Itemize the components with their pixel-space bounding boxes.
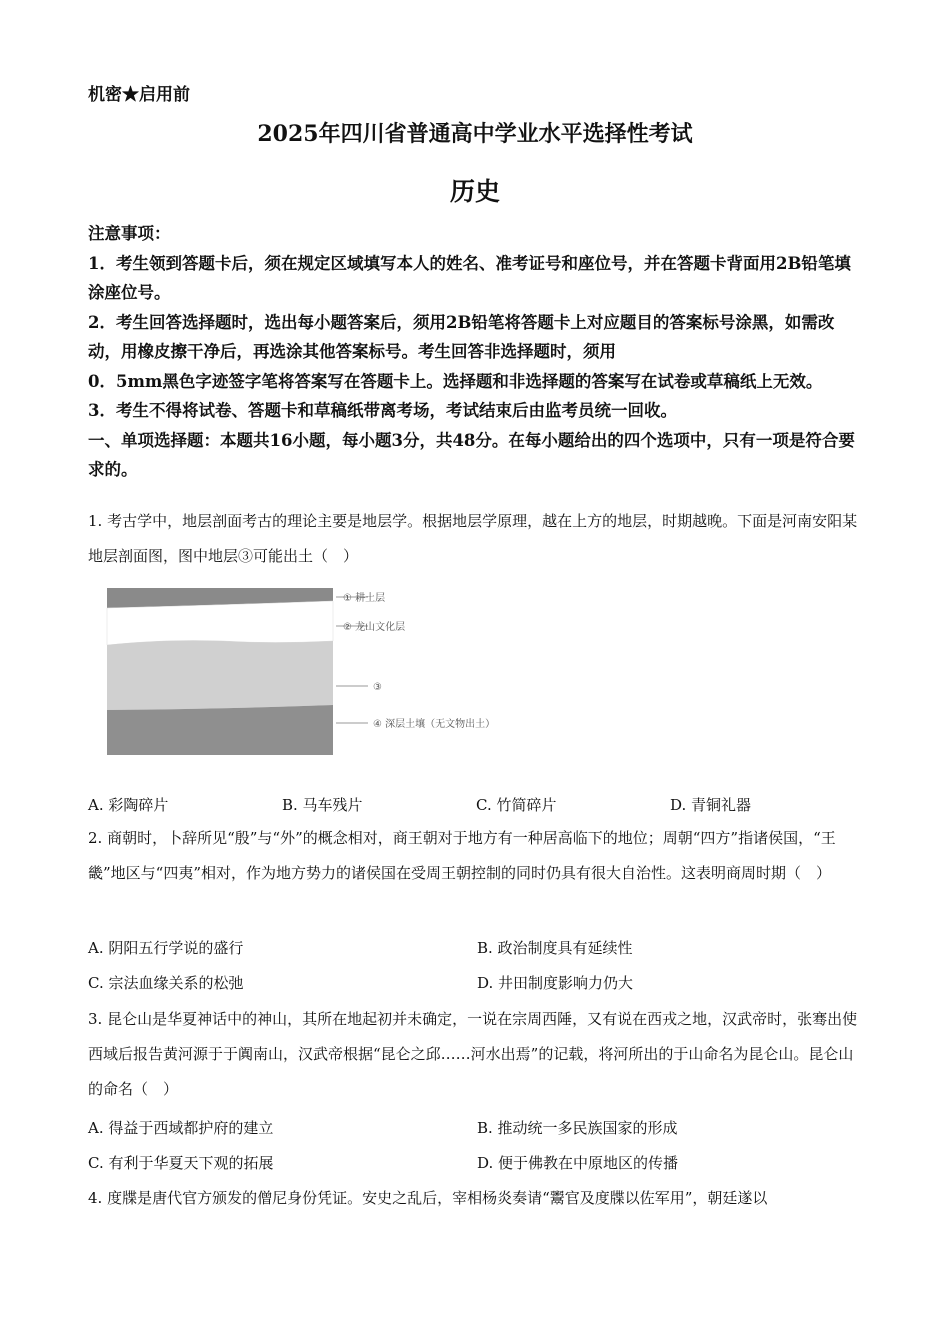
option-c: C. 有利于华夏天下观的拓展 bbox=[88, 1154, 274, 1172]
figure-label-2: ② 龙山文化层 bbox=[343, 622, 406, 633]
exam-title: 2025年四川省普通高中学业水平选择性考试 bbox=[257, 121, 693, 147]
instruction-3: 3．考生不得将试卷、答题卡和草稿纸带离考场，考试结束后由监考员统一回收。 bbox=[88, 401, 677, 420]
question-4 bbox=[88, 1181, 866, 1216]
instruction-2: 2．考生回答选择题时，选出每小题答案后，须用2B铅笔将答题卡上对应题目的答案标号涂黑，如需改动，用橡皮擦干净后，再选涂其他答案标号。考生回答非选择题时，须用 bbox=[88, 312, 835, 361]
option-b: B. 马车残片 bbox=[282, 796, 363, 814]
confidential-mark: 机密★启用前 bbox=[88, 85, 190, 105]
question-3-options bbox=[88, 1110, 866, 1180]
instructions bbox=[88, 219, 866, 485]
option-a: A. 阴阳五行学说的盛行 bbox=[88, 939, 244, 957]
question-1 bbox=[88, 504, 866, 574]
option-d: D. 青铜礼器 bbox=[670, 796, 752, 814]
question-2-stem: 2. 商朝时，卜辞所见“殷”与“外”的概念相对，商王朝对于地方有一种居高临下的地位；周朝“四方”指诸侯国，“王畿”地区与“四夷”相对，作为地方势力的诸侯国在受周王朝控制的同时仍具有很大自治性。这表明商周时期（ ） bbox=[88, 829, 836, 882]
subject-title: 历史 bbox=[449, 177, 500, 206]
question-4-stem: 4. 度牒是唐代官方颁发的僧尼身份凭证。安史之乱后，宰相杨炎奏请“鬻官及度牒以佐军用”，朝廷遂以 bbox=[88, 1189, 768, 1207]
option-d: D. 便于佛教在中原地区的传播 bbox=[477, 1154, 679, 1172]
layer-2-shape bbox=[107, 601, 333, 645]
option-a: A. 彩陶碎片 bbox=[88, 796, 169, 814]
option-c: C. 宗法血缘关系的松弛 bbox=[88, 974, 244, 992]
layer-4-shape bbox=[107, 705, 333, 755]
option-c: C. 竹简碎片 bbox=[476, 796, 557, 814]
stratigraphy-figure bbox=[103, 583, 533, 763]
question-3 bbox=[88, 1002, 866, 1107]
option-b: B. 政治制度具有延续性 bbox=[477, 939, 633, 957]
instruction-2-continued: 0．5mm黑色字迹签字笔将答案写在答题卡上。选择题和非选择题的答案写在试卷或草稿纸上无效。 bbox=[88, 371, 823, 391]
option-a: A. 得益于西域都护府的建立 bbox=[88, 1119, 274, 1137]
layer-3-shape bbox=[107, 641, 333, 711]
option-b: B. 推动统一多民族国家的形成 bbox=[477, 1119, 678, 1137]
question-1-options bbox=[88, 794, 866, 815]
question-1-stem: 1. 考古学中，地层剖面考古的理论主要是地层学。根据地层学原理，越在上方的地层，时期越晚。下面是河南安阳某地层剖面图，图中地层③可能出土（ ） bbox=[88, 512, 858, 565]
instructions-heading: 注意事项： bbox=[88, 224, 171, 243]
instruction-1: 1．考生领到答题卡后，须在规定区域填写本人的姓名、准考证号和座位号，并在答题卡背面用2B铅笔填涂座位号。 bbox=[88, 253, 851, 302]
question-3-stem: 3. 昆仑山是华夏神话中的神山，其所在地起初并未确定，一说在宗周西陲，又有说在西戎之地，汉武帝时，张骞出使西域后报告黄河源于于阗南山，汉武帝根据“昆仑之邱……河水出焉”的记载，将河所出的于山命名为昆仑山。昆仑山的命名（ ） bbox=[88, 1010, 858, 1098]
figure-label-1: ① 耕土层 bbox=[343, 593, 386, 604]
figure-label-4: ④ 深层土壤（无文物出土） bbox=[373, 719, 496, 730]
question-2-options bbox=[88, 930, 866, 1000]
question-2 bbox=[88, 821, 866, 891]
section-heading: 一、单项选择题：本题共16小题，每小题3分，共48分。在每小题给出的四个选项中，只有一项是符合要求的。 bbox=[88, 430, 855, 479]
figure-label-3: ③ bbox=[373, 682, 382, 693]
option-d: D. 井田制度影响力仍大 bbox=[477, 974, 634, 992]
